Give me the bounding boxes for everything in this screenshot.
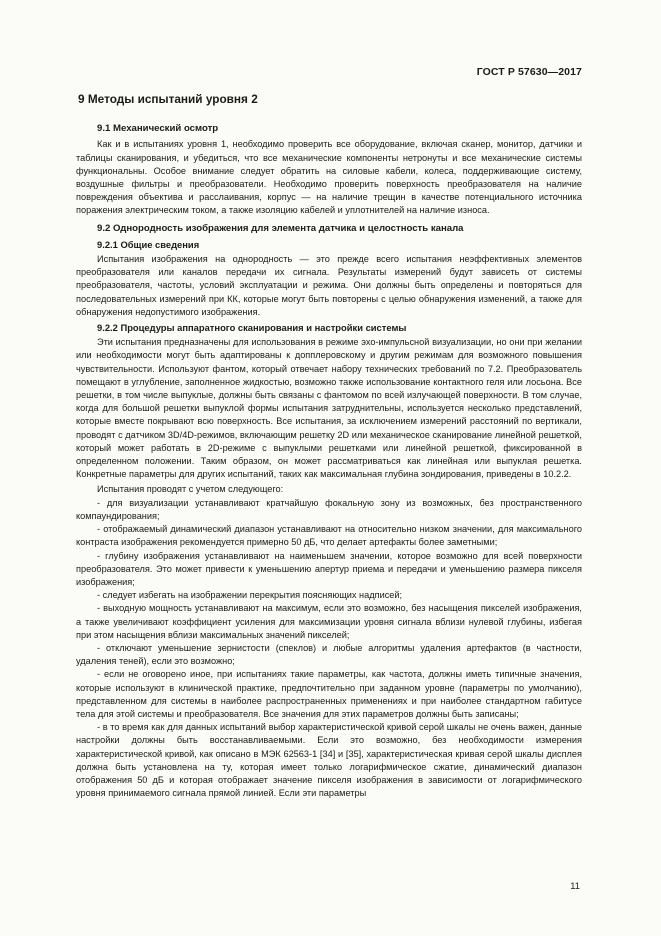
list-item: - для визуализации устанавливают кратчайшую фокальную зону из возможных, без пространственного компаундирования; [76,497,582,521]
subsection-heading-9-2-2: 9.2.2 Процедуры аппаратного сканирования и настройки системы [97,322,407,334]
section-heading: 9 Методы испытаний уровня 2 [78,92,258,106]
document-code: ГОСТ Р 57630—2017 [476,66,582,78]
paragraph-9-2-2: Эти испытания предназначены для использования в режиме эхо-импульсной визуализации, но они при желании или необходимости могут быть адаптированы к допплеровскому и другим режимам для возможного повышения чувствительности. Используют фантом, который отвечает набору технических требований по 7.2. Преобразователь помещают в углубление, заполненное жидкостью, возможно также использование контактного геля или лосьона. Все решетки, в том числе выпуклые, должны быть связаны с фантомом по всей излучающей поверхности. В том случае, когда для большой решетки выпуклой формы испытания затруднительны, используется несколько представлений, которые вместе покрывают всю поверхность. Все испытания, за исключением измерений расстояний по вертикали, проводят с датчиком 3D/4D-режимов, включающим решетку 2D или механическое сканирование линейной решеткой, который может работать в 2D-режиме с выпуклыми решетками или линейной решеткой, фиксированной в определенном положении. Таким образом, он может рассматриваться как линейная или выпуклая решетка. Конкретные параметры для других испытаний, таких как максимальная глубина зондирования, приведены в 10.2.2. [76,337,582,480]
list-item: - отображаемый динамический диапазон устанавливают на относительно низком значении, для максимального контраста изображения рекомендуется примерно 50 дБ, что делает артефакты более заметными; [76,524,582,548]
list-item: - отключают уменьшение зернистости (спеклов) и любые алгоритмы удаления артефактов (в частности, удаления теней), если это возможно; [76,642,582,667]
subsection-heading-9-2: 9.2 Однородность изображения для элемента датчика и целостность канала [97,222,464,234]
list-item: - выходную мощность устанавливают на максимум, если это возможно, без насыщения пикселей изображения, а также увеличивают коэффициент усиления для максимизации уровня сигнала вблизи нулевой глубины, избегая при этом насыщения вблизи максимальных значений пикселей; [76,603,582,640]
list-item: - в то время как для данных испытаний выбор характеристической кривой серой шкалы не очень важен, данные настройки должны быть восстанавливаемыми. Если это возможно, без необходимости измерения характеристической кривой, как описано в МЭК 62563-1 [34] и [35], характеристическая кривая серой шкалы дисплея должна быть установлена на ту, которая имеет только логарифмическое сжатие, динамический диапазон отображения 50 дБ и которая отображает значение пикселя изображения в зависимости от логарифмического уровня принимаемого сигнала прямой линией. Если эти параметры [76,722,582,799]
list-item: - если не оговорено иное, при испытаниях такие параметры, как частота, должны иметь типичные значения, которые используют в клинической практике, предпочтительно при заданном уровне (параметры по умолчанию), представленном для системы в наиболее распространенных применениях и при наиболее стандартном габитусе тела для этой системы и преобразователя. Все значения для этих параметров должны быть записаны; [76,669,582,719]
list-intro: Испытания проводят с учетом следующего: [97,484,284,495]
paragraph-9-1: Как и в испытаниях уровня 1, необходимо проверить все оборудование, включая сканер, монитор, датчики и таблицы сканирования, и убедиться, что все механические компоненты нетронуты и все механические системы функциональны. Особое внимание следует обратить на силовые кабели, колеса, поддерживающие систему, воздушные фильтры и преобразователи. Необходимо проверить поверхность преобразователя на наличие повреждения объектива и расслаивания, корпус — на наличие трещин в качестве потенциального источника поражения электрическим током, а также изоляцию кабелей и уплотнителей на наличие износа. [76,139,582,216]
list-item: - глубину изображения устанавливают на наименьшем значении, которое возможно для всей поверхности преобразователя. Это может привести к уменьшению апертур приема и передачи и уменьшению размера пикселя изображения; [76,550,582,587]
document-body [76,93,582,800]
paragraph-9-2-1: Испытания изображения на однородность — это прежде всего испытания неэффективных элементов преобразователя или каналов передачи их сигнала. Результаты измерений будут зависеть от системы преобразователя, частоты, условий эксплуатации и режима. Они должны быть определены и повторяться для последовательных измерений при КК, которые могут быть повторены с целью обнаружения изменений, а также для обнаружения недопустимого изображения. [76,254,582,317]
list-item: - следует избегать на изображении перекрытия поясняющих надписей; [97,590,403,601]
page-number: 11 [570,880,580,891]
subsection-heading-9-2-1: 9.2.1 Общие сведения [97,238,200,250]
subsection-heading-9-1: 9.1 Механический осмотр [97,123,219,135]
